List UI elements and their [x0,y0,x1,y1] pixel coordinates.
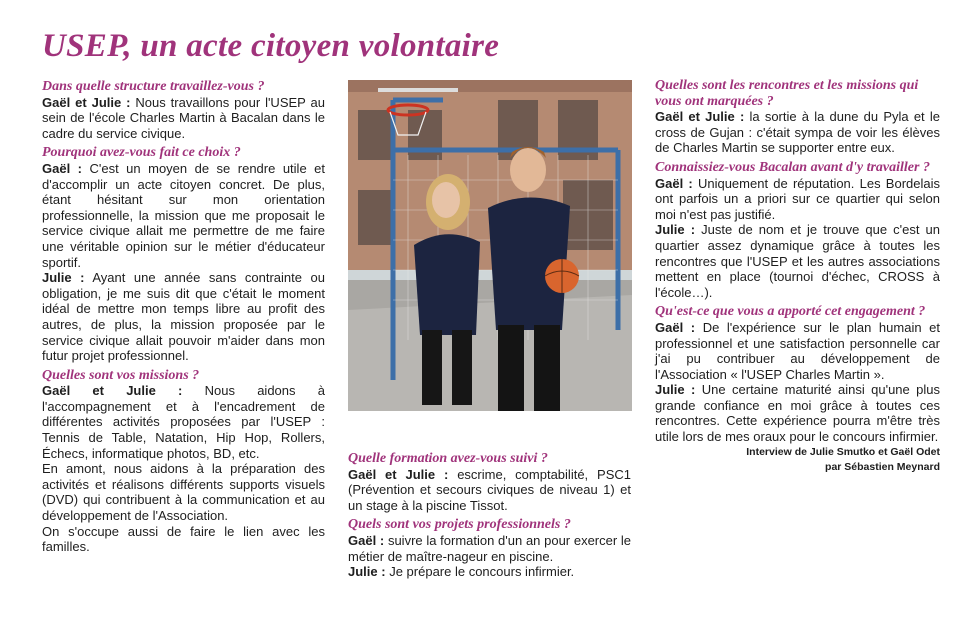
speaker-label: Julie : [348,564,386,580]
answer-paragraph [348,467,631,514]
speaker-label: Gaël et Julie : [42,94,131,110]
speaker-label: Julie : [42,270,85,286]
answer-text: escrime, comptabilité, PSC1 (Prévention et secours civiques de niveau 1) et un stage à la piscine Tissot. [348,466,631,513]
question-bacalan: Connaissiez-vous Bacalan avant d'y travailler ? [655,159,930,175]
answer-paragraph [42,95,325,142]
answer-text: Juste de nom et je trouve que c'est un quartier assez dynamique grâce à toutes les rencontres que l'USEP et les autres associations mettent en place (tournoi d'échec, CROSS à l'école…). [655,222,941,300]
question-engagement: Qu'est-ce que vous a apporté cet engagement ? [655,304,926,320]
speaker-label: Julie : [655,222,696,238]
speaker-label: Gaël : [655,175,693,191]
question-training: Quelle formation avez-vous suivi ? [348,451,548,466]
answer-paragraph [348,564,631,580]
answer-paragraph [655,176,940,223]
speaker-label: Julie : [655,382,696,398]
column-2 [348,451,631,580]
answer-paragraph [655,109,940,156]
article-title: USEP, un acte citoyen volontaire [42,28,500,64]
interview-photo [348,80,632,411]
question-missions: Quelles sont vos missions ? [42,367,200,383]
credit-interview: Interview de Julie Smutko et Gaël Odet [746,445,940,458]
answer-paragraph [655,320,940,382]
answer-paragraph [655,382,940,444]
question-projects: Quels sont vos projets professionnels ? [348,517,571,533]
answer-paragraph [42,270,325,364]
column-1 [42,79,325,555]
answer-paragraph [655,222,940,300]
answer-text: Nous aidons à l'accompagnement et à l'encadrement de différentes activités proposées par l'USEP : Tennis de Table, Natation, Hip Hop, Rollers, Échecs, informatique photos, BD, etc. [42,383,325,461]
answer-text: Une certaine maturité ainsi qu'une plus grande confiance en moi grâce à toutes ces rencontres. Cette expérience pourra m'être très utile lors de mes oraux pour le concours infirmier. [655,382,940,445]
answer-paragraph [348,533,631,564]
speaker-label: Gaël et Julie : [655,109,745,125]
answer-text: suivre la formation d'un an pour exercer le métier de maître-nageur en piscine. [348,532,632,564]
answer-text: Nous travaillons pour l'USEP au sein de l'école Charles Martin à Bacalan dans le cadre du service civique. [42,94,325,141]
speaker-label: Gaël : [348,532,385,548]
answer-paragraph [42,383,325,461]
answer-text: Je prépare le concours infirmier. [389,564,575,580]
speaker-label: Gaël : [42,160,82,176]
answer-text: C'est un moyen de se rendre utile et d'accomplir un acte citoyen concret. De plus, étant hésitant sur mon orientation professionnelle, la mission que me proposait le service civique allait me permettre de me faire une véritable opinion sur le métier d'éducateur sportif. [42,160,325,270]
answer-text: De l'expérience sur le plan humain et professionnel et une satisfaction personnelle car j'ai pu contribuer au développement de l'Association « l'USEP Charles Martin ». [655,319,940,382]
speaker-label: Gaël et Julie : [348,466,449,482]
answer-text: la sortie à la dune du Pyla et le cross de Gujan : c'était sympa de voir les élèves de Charles Martin se supporter entre eux. [655,109,940,156]
answer-paragraph: En amont, nous aidons à la préparation des activités et réalisons différents supports visuels (DVD) qui contribuent à la communication et au développement de l'Association. [42,461,325,524]
answer-paragraph [42,161,325,270]
question-encounters: Quelles sont les rencontres et les missions qui vous ont marquées ? [655,78,919,109]
answer-paragraph: On s'occupe aussi de faire le lien avec les familles. [42,523,325,555]
answer-text: Uniquement de réputation. Les Bordelais ont parfois un a priori sur ce quartier qui selon moi n'est pas justifié. [655,175,940,222]
speaker-label: Gaël : [655,319,696,335]
column-3 [655,78,940,475]
question-structure: Dans quelle structure travaillez-vous ? [42,79,265,94]
speaker-label: Gaël et Julie : [42,383,183,399]
answer-text: Ayant une année sans contrainte ou obligation, je me suis dit que c'était le moment idéal de mettre mon temps libre au profit des autres, de plus, la mission proposée par le service civique allait pouvoir m'aider dans mon futur projet professionnel. [42,270,325,364]
credit-author: par Sébastien Meynard [825,460,940,473]
question-choice: Pourquoi avez-vous fait ce choix ? [42,145,241,161]
photo-illustration [348,80,632,411]
